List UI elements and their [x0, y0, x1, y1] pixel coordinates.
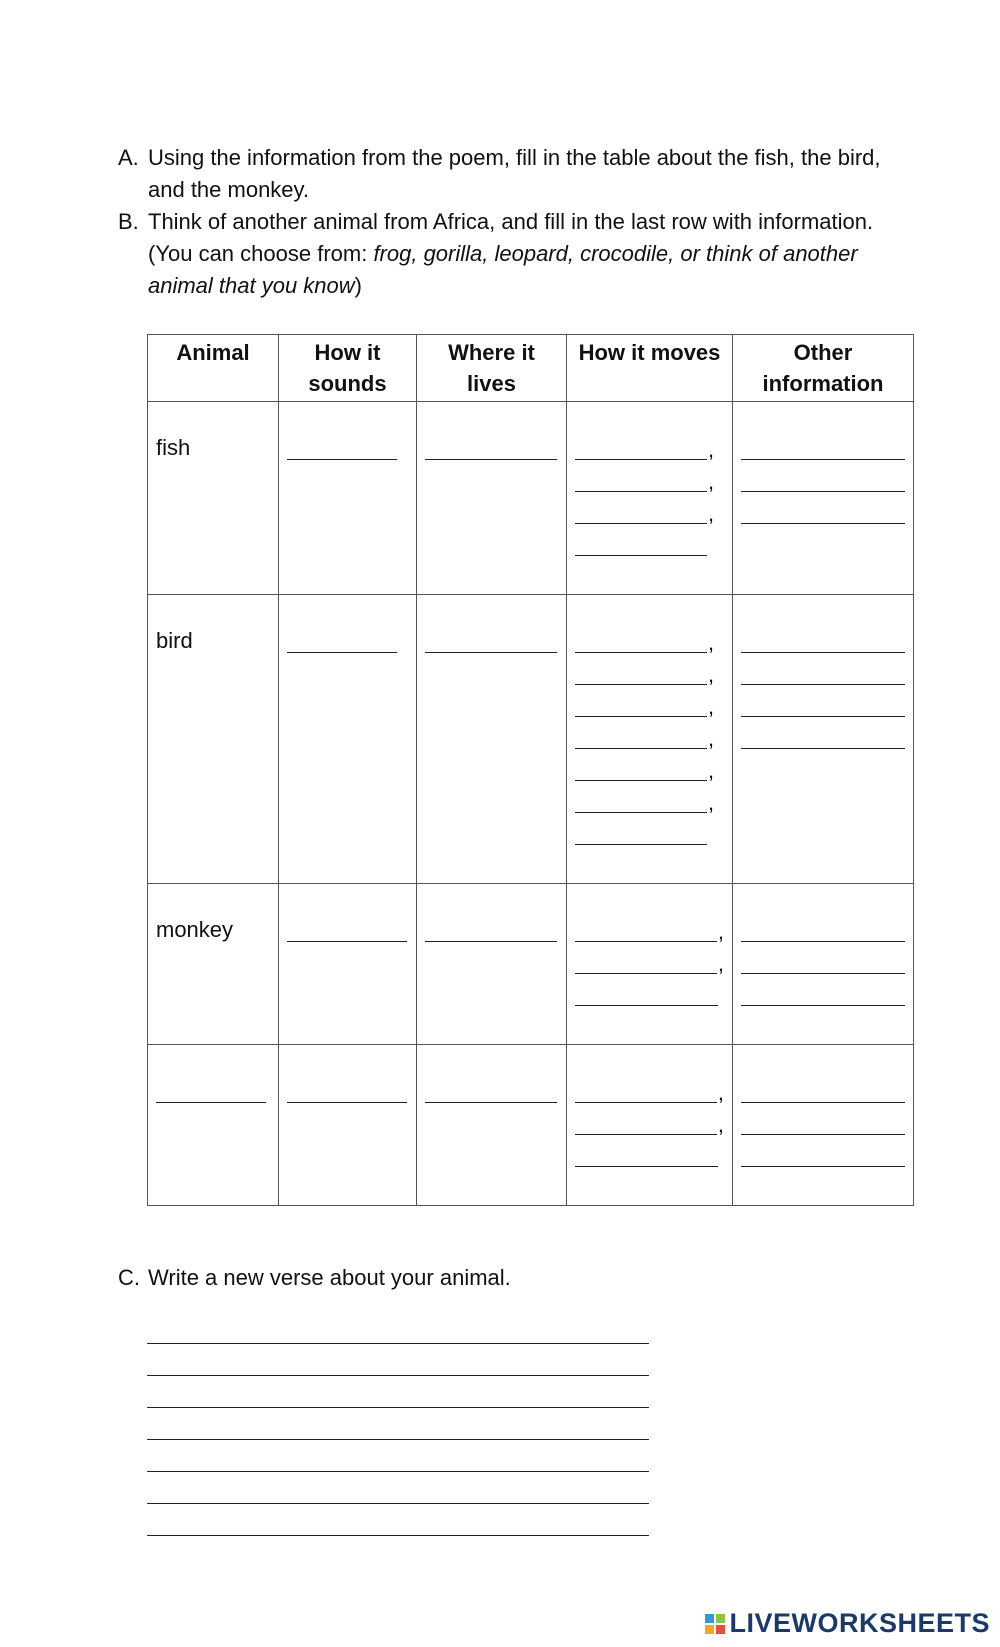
- movement-blank[interactable]: [575, 439, 707, 460]
- movement-blank[interactable]: [575, 824, 707, 845]
- movement-blank[interactable]: [575, 985, 718, 1006]
- instruction-a-marker: A.: [118, 145, 139, 170]
- movement-blank[interactable]: [575, 1146, 718, 1167]
- sound-blank[interactable]: [287, 632, 397, 653]
- other-info-blank[interactable]: [741, 985, 905, 1006]
- habitat-blank[interactable]: [425, 1082, 557, 1103]
- instruction-a: [118, 142, 898, 206]
- animal-cell: [148, 402, 279, 595]
- logo-block: [716, 1625, 725, 1634]
- verse-line[interactable]: [147, 1504, 649, 1536]
- instruction-b-end: ): [354, 273, 362, 298]
- instruction-b-text: [148, 206, 898, 302]
- movement-blank[interactable]: [575, 471, 707, 492]
- verse-line[interactable]: [147, 1440, 649, 1472]
- comma-separator: ,: [717, 1080, 724, 1105]
- comma-separator: ,: [717, 1112, 724, 1137]
- movement-blank[interactable]: [575, 921, 717, 942]
- comma-separator: ,: [708, 694, 715, 719]
- table-row: [148, 884, 914, 1045]
- logo-blocks-icon: [705, 1614, 725, 1634]
- sound-blank[interactable]: [287, 1082, 407, 1103]
- instruction-a-text: Using the information from the poem, fill in the table about the fish, the bird, and the monkey.: [148, 145, 881, 202]
- other-info-cell: [733, 402, 914, 595]
- movement-blank[interactable]: [575, 1082, 717, 1103]
- header-other-information: Other information: [733, 335, 914, 402]
- sounds-cell: [279, 595, 417, 884]
- lives-cell: [417, 402, 567, 595]
- animal-name: bird: [156, 628, 193, 653]
- moves-cell: [567, 1045, 733, 1206]
- animal-name: monkey: [156, 917, 234, 942]
- habitat-blank[interactable]: [425, 921, 557, 942]
- lives-cell: [417, 884, 567, 1045]
- animal-cell: [148, 884, 279, 1045]
- instruction-b-options: frog, gorilla, leopard, crocodile, or think of another animal that you know: [148, 241, 858, 298]
- animal-table: [147, 334, 914, 1206]
- other-info-blank[interactable]: [741, 728, 905, 749]
- other-info-blank[interactable]: [741, 1146, 905, 1167]
- logo-text: LIVEWORKSHEETS: [729, 1608, 990, 1638]
- header-how-it-moves: How it moves: [567, 335, 733, 402]
- habitat-blank[interactable]: [425, 632, 557, 653]
- movement-blank[interactable]: [575, 696, 707, 717]
- sounds-cell: [279, 402, 417, 595]
- movement-blank[interactable]: [575, 792, 707, 813]
- liveworksheets-logo: [705, 1608, 990, 1639]
- table-row: [148, 1045, 914, 1206]
- movement-blank[interactable]: [575, 664, 707, 685]
- verse-line[interactable]: [147, 1408, 649, 1440]
- moves-cell: [567, 595, 733, 884]
- movement-blank[interactable]: [575, 760, 707, 781]
- other-info-blank[interactable]: [741, 503, 905, 524]
- other-info-blank[interactable]: [741, 664, 905, 685]
- other-info-cell: [733, 884, 914, 1045]
- animal-cell: [148, 1045, 279, 1206]
- sounds-cell: [279, 1045, 417, 1206]
- other-info-blank[interactable]: [741, 439, 905, 460]
- other-info-blank[interactable]: [741, 1114, 905, 1135]
- table-header-row: [148, 335, 914, 402]
- verse-line[interactable]: [147, 1344, 649, 1376]
- other-info-blank[interactable]: [741, 632, 905, 653]
- habitat-blank[interactable]: [425, 439, 557, 460]
- instruction-c-text: Write a new verse about your animal.: [148, 1265, 511, 1290]
- comma-separator: ,: [708, 437, 715, 462]
- logo-block: [705, 1625, 714, 1634]
- other-info-blank[interactable]: [741, 953, 905, 974]
- sounds-cell: [279, 884, 417, 1045]
- lives-cell: [417, 1045, 567, 1206]
- comma-separator: ,: [717, 919, 724, 944]
- other-info-blank[interactable]: [741, 696, 905, 717]
- movement-blank[interactable]: [575, 728, 707, 749]
- table-row: [148, 595, 914, 884]
- comma-separator: ,: [717, 951, 724, 976]
- animal-cell: [148, 595, 279, 884]
- animal-name: fish: [156, 435, 191, 460]
- comma-separator: ,: [708, 501, 715, 526]
- header-where-it-lives: Where it lives: [417, 335, 567, 402]
- instruction-b-plain: Think of another animal from Africa, and fill in the last row with information. (You can choose from:: [148, 209, 874, 266]
- animal-name-blank[interactable]: [156, 1082, 266, 1103]
- moves-cell: [567, 402, 733, 595]
- movement-blank[interactable]: [575, 1114, 717, 1135]
- other-info-cell: [733, 1045, 914, 1206]
- comma-separator: ,: [708, 662, 715, 687]
- comma-separator: ,: [708, 726, 715, 751]
- instruction-c-marker: C.: [118, 1265, 140, 1290]
- movement-blank[interactable]: [575, 632, 707, 653]
- header-how-it-sounds: How it sounds: [279, 335, 417, 402]
- instruction-c: [118, 1262, 898, 1294]
- instruction-b: [118, 206, 898, 302]
- other-info-cell: [733, 595, 914, 884]
- table-row: [148, 402, 914, 595]
- movement-blank[interactable]: [575, 953, 717, 974]
- verse-line[interactable]: [147, 1472, 649, 1504]
- comma-separator: ,: [708, 790, 715, 815]
- movement-blank[interactable]: [575, 503, 707, 524]
- logo-block: [716, 1614, 725, 1623]
- header-animal: Animal: [148, 335, 279, 402]
- instruction-b-marker: B.: [118, 209, 139, 234]
- comma-separator: ,: [708, 630, 715, 655]
- comma-separator: ,: [708, 469, 715, 494]
- moves-cell: [567, 884, 733, 1045]
- verse-line[interactable]: [147, 1376, 649, 1408]
- lives-cell: [417, 595, 567, 884]
- logo-block: [705, 1614, 714, 1623]
- verse-writing-area: [147, 1312, 649, 1536]
- movement-blank[interactable]: [575, 535, 707, 556]
- other-info-blank[interactable]: [741, 921, 905, 942]
- other-info-blank[interactable]: [741, 1082, 905, 1103]
- verse-line[interactable]: [147, 1312, 649, 1344]
- other-info-blank[interactable]: [741, 471, 905, 492]
- comma-separator: ,: [708, 758, 715, 783]
- sound-blank[interactable]: [287, 439, 397, 460]
- sound-blank[interactable]: [287, 921, 407, 942]
